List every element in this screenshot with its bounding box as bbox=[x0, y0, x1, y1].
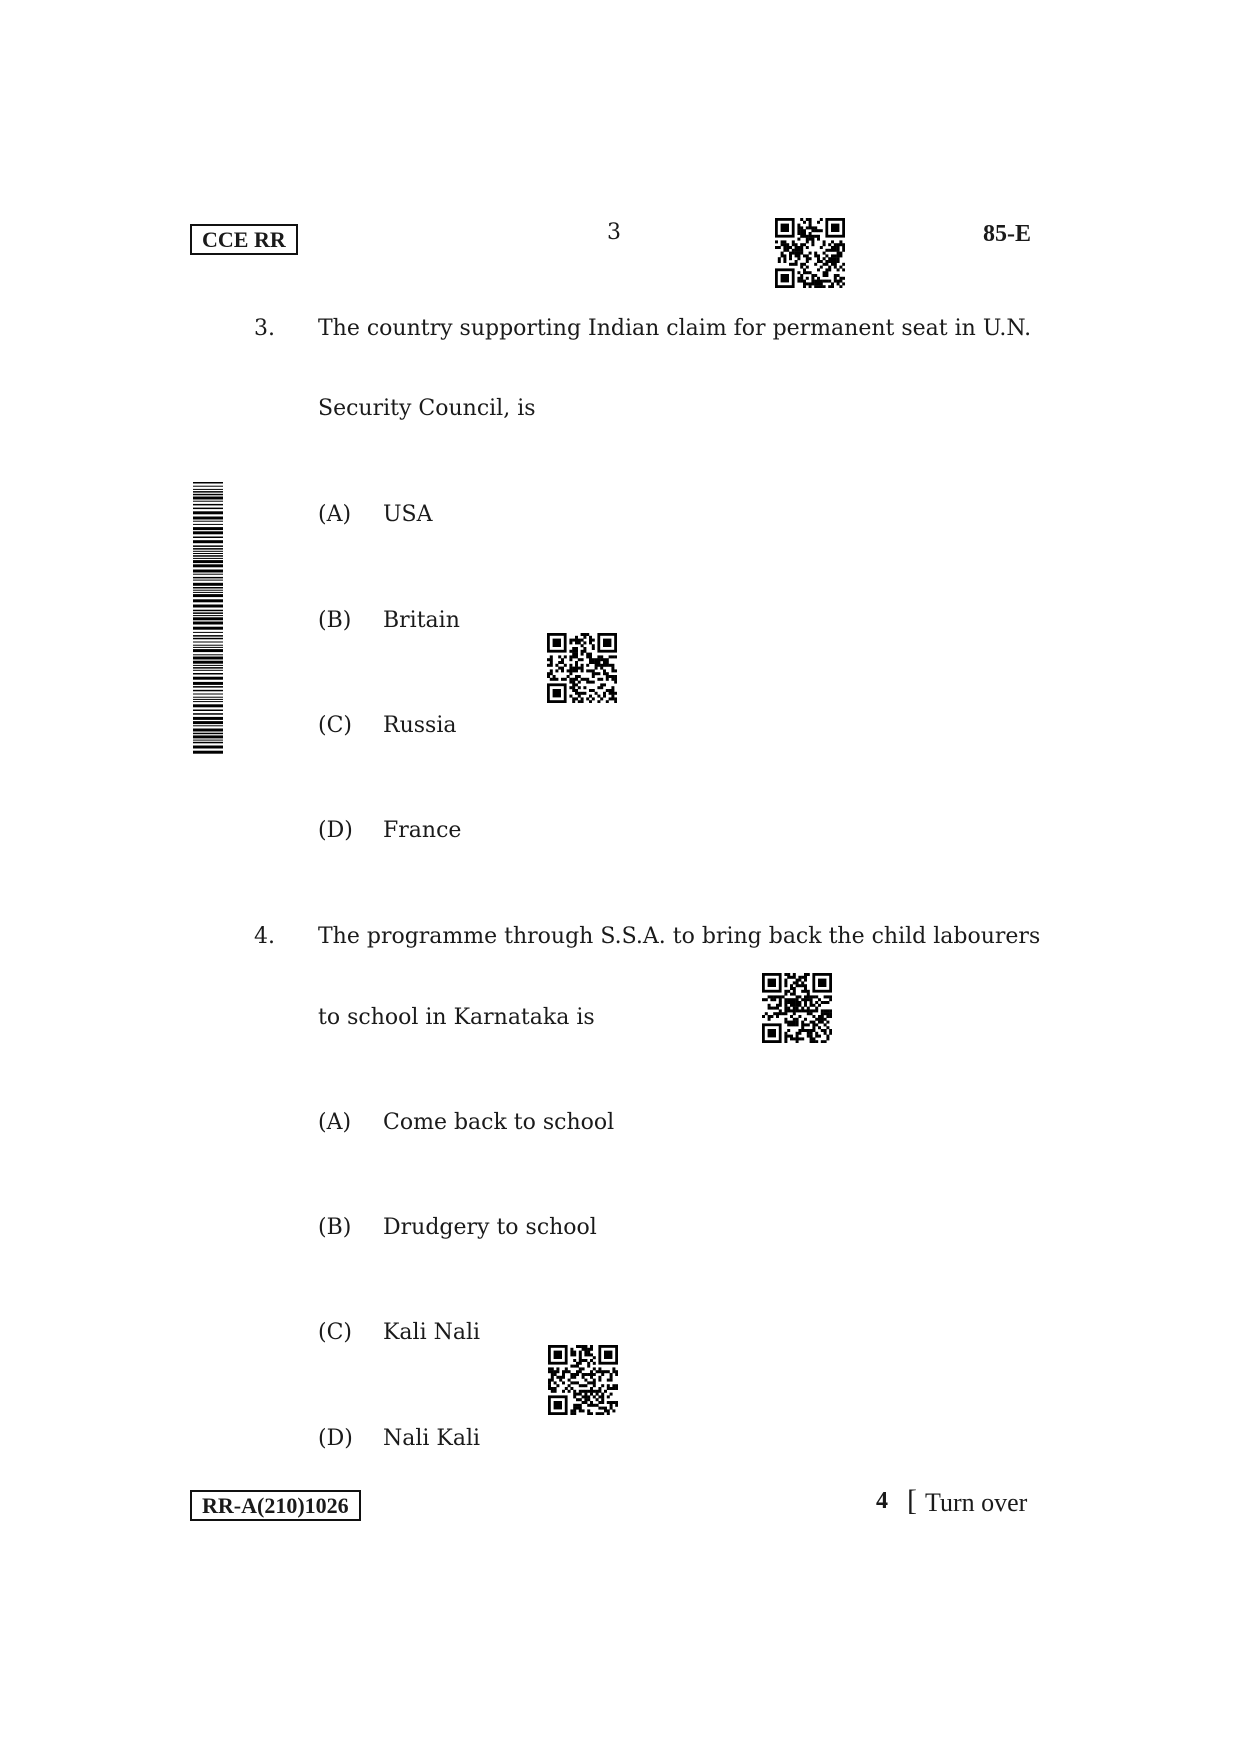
option-text-a: Come back to school bbox=[383, 1110, 615, 1135]
question-text-line-2: Security Council, is bbox=[318, 396, 536, 421]
option-letter-d: (D) bbox=[318, 818, 353, 843]
turn-over-label: Turn over bbox=[925, 1488, 1028, 1517]
option-letter-d: (D) bbox=[318, 1426, 353, 1451]
option-text-c: Russia bbox=[383, 713, 457, 738]
option-letter-b: (B) bbox=[318, 608, 352, 633]
barcode-icon bbox=[193, 482, 223, 754]
option-text-a: USA bbox=[383, 502, 433, 527]
question-text-line-1: The country supporting Indian claim for permanent seat in U.N. bbox=[318, 316, 1032, 341]
option-letter-a: (A) bbox=[318, 502, 352, 527]
option-letter-b: (B) bbox=[318, 1215, 352, 1240]
option-letter-c: (C) bbox=[318, 1320, 352, 1345]
header-right-code: 85-E bbox=[983, 221, 1031, 247]
option-text-b: Drudgery to school bbox=[383, 1215, 597, 1240]
footer-number: 4 bbox=[876, 1488, 888, 1514]
footer-left-code: RR-A(210)1026 bbox=[190, 1490, 361, 1521]
qr-code-icon bbox=[775, 218, 845, 288]
option-text-c: Kali Nali bbox=[383, 1320, 481, 1345]
footer-bracket: [ bbox=[907, 1484, 917, 1517]
qr-code-icon bbox=[762, 973, 832, 1043]
question-text-line-1: The programme through S.S.A. to bring back the child labourers bbox=[318, 924, 1041, 949]
option-text-d: Nali Kali bbox=[383, 1426, 481, 1451]
header-left-code: CCE RR bbox=[190, 224, 298, 255]
option-text-d: France bbox=[383, 818, 462, 843]
question-number: 4. bbox=[254, 924, 275, 949]
page-number: 3 bbox=[607, 220, 621, 245]
option-letter-c: (C) bbox=[318, 713, 352, 738]
question-text-line-2: to school in Karnataka is bbox=[318, 1005, 595, 1030]
question-number: 3. bbox=[254, 316, 275, 341]
option-letter-a: (A) bbox=[318, 1110, 352, 1135]
qr-code-icon bbox=[548, 1345, 618, 1415]
option-text-b: Britain bbox=[383, 608, 460, 633]
qr-code-icon bbox=[547, 633, 617, 703]
